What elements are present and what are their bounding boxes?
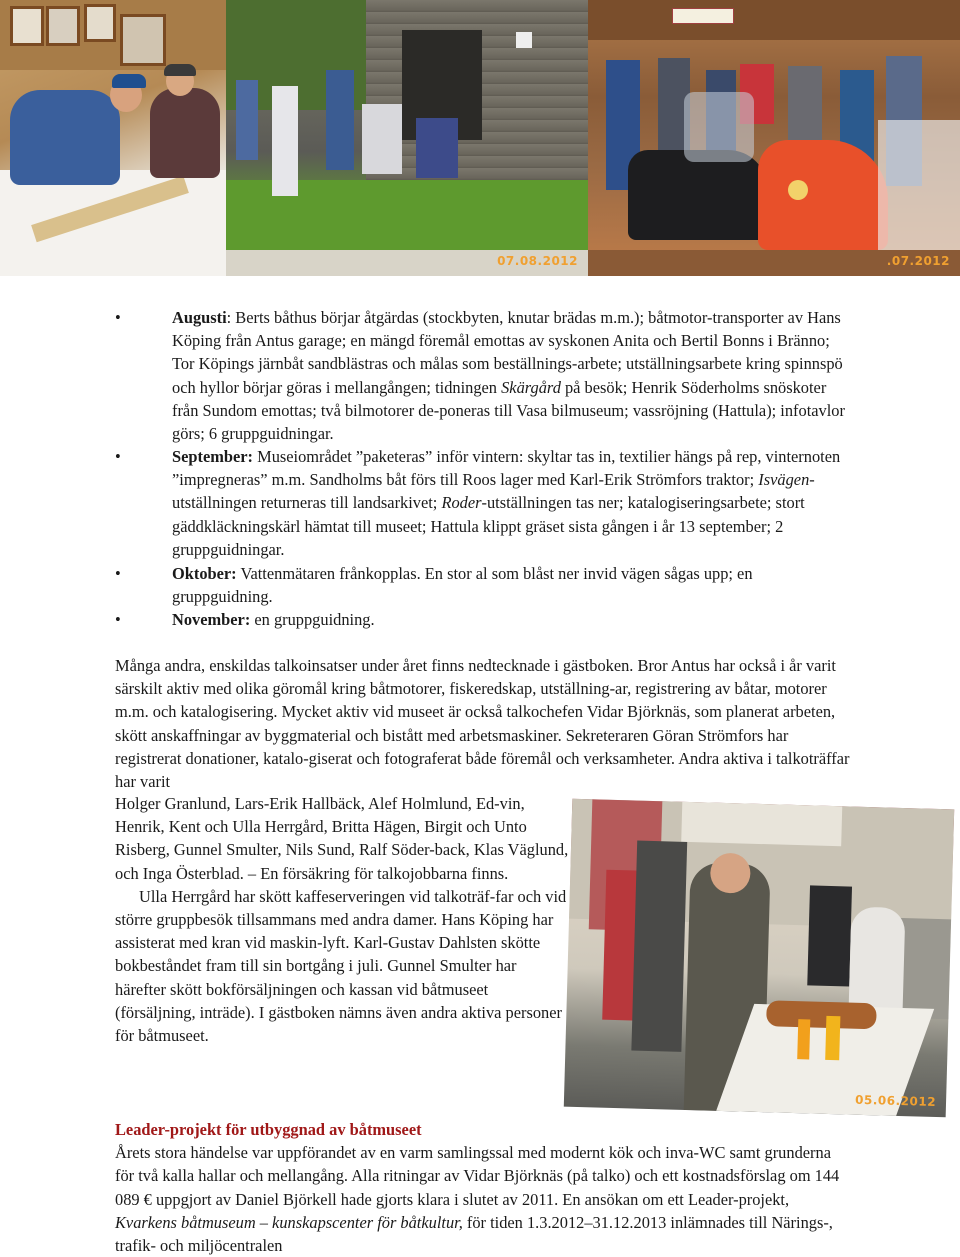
list-item-november: • November: en gruppguidning. [115,608,850,631]
photo-date: 07.08.2012 [497,254,578,268]
talko-paragraph-narrow [115,792,570,1047]
photo-exhibition-work [0,0,226,276]
list-item-september: • September: Museiområdet ”paketeras” inför vintern: skyltar tas in, textilier hängs på rep, vinternoten ”impregneras” m.m. Sandholms båt förs till Roos lager med Karl-Erik Strömfors traktor; Isvägen-utställningen returneras till landsarkivet; Roder-utställningen tas ner; katalogiseringsarbete; stort gäddkläckningskärl hämtat till museet; Hattula klippt gräset sista gången i år 13 september; 2 gruppguidningar. [115,447,841,559]
bullet-icon: • [115,308,121,327]
photo-coffee-serving [564,799,954,1118]
month-label: September: [172,447,254,466]
photo-date: .07.2012 [886,254,950,268]
section-heading: Leader-projekt för utbyggnad av båtmuseet [115,1120,422,1139]
list-item-august: • Augusti: Berts båthus börjar åtgärdas (stockbyten, knutar brädas m.m.); båtmotor-transporter av Hans Köping från Antus garage; en mängd föremål emottas av syskonen Anita och Bertil Bonns i Bränno; Tor Köpings järnbåt sandblästras och målas som beställnings-arbete; utställningsarbete kring spinnspö och hyllor börjar göras i mellangången; tidningen Skärgård på besök; Henrik Söderholms snöskoter från Sundom emottas; två bilmotorer de-poneras till Vasa bilmuseum; vassröjning (Hattula); infotavlor görs; 6 gruppguidningar. [115,308,845,444]
month-label: Augusti [172,308,227,327]
talko-coffee-paragraph: Ulla Herrgård har skött kaffeserveringen vid talkoträf-far och vid större gruppbesök tillsammans med andra damer. Hans Köping har assisterat med kran vid maskin-lyft. Karl-Gustav Dahlsten skötte bokbeståndet fram till sin bortgång i juli. Gunnel Smulter har härefter skött bokförsäljningen och kassan vid båtmuseet (försäljning, inträde). I gästboken nämns även andra aktiva personer för båtmuseet. [115,886,567,1046]
photo-date: 05.06.2012 [854,1092,937,1109]
bullet-icon: • [115,564,121,583]
leader-paragraph: Årets stora händelse var uppförandet av en varm samlingssal med modernt kök och inva-WC samt grunderna för två kalla hallar och mellangång. Alla ritningar av Vidar Björknäs (på talko) och ett kostnadsförslag om 144 089 € uppgjort av Daniel Björkell hade gjorts klara i slutet av 2011. En ansökan om ett Leader-projekt, Kvarkens båtmuseum – kunskapscenter för båtkultur, för tiden 1.3.2012–31.12.2013 inlämnades till Närings-, trafik- och miljöcentralen [115,1143,840,1256]
photo-snowmobile-group [588,0,960,276]
bullet-icon: • [115,610,121,629]
list-september-block [115,445,850,561]
talko-paragraph-wide: Många andra, enskildas talkoinsatser under året finns nedtecknade i gästboken. Bror Antus har också i år varit särskilt aktiv med olika göromål kring båtmotorer, fiskeredskap, utställning-ar, registrering av båtar, motorer m.m. och katalogisering. Mycket aktiv vid museet är också talkochefen Vidar Björknäs, som planerat arbeten, skött anskaffningar av byggmaterial och bistått med arbetsmaskiner. Sekreteraren Göran Strömfors har registrerat donationer, katalo-giserat och fotograferat både föremål och verksamheter. Andra aktiva i talkoträffar har varit [115,656,850,792]
leader-project-section [115,1118,850,1257]
talko-names-paragraph: Holger Granlund, Lars-Erik Hallbäck, Alef Holmlund, Ed-vin, Henrik, Kent och Ulla Herrgård, Britta Hägen, Birgit och Unto Risberg, Gunnel Smulter, Nils Sund, Ralf Söder-back, Klas Väglund, och Inga Österblad. – En försäkring för talkojobbarna finns. [115,794,569,883]
list-november-block [115,608,850,631]
photo-boathouse-repair [226,0,588,276]
monthly-activity-list [115,306,850,445]
month-label: Oktober: [172,564,237,583]
bullet-icon: • [115,447,121,466]
month-label: November: [172,610,251,629]
list-october-block [115,562,850,608]
list-item-october: • Oktober: Vattenmätaren frånkopplas. En stor al som blåst ner invid vägen sågas upp; en gruppguidning. [115,564,753,607]
